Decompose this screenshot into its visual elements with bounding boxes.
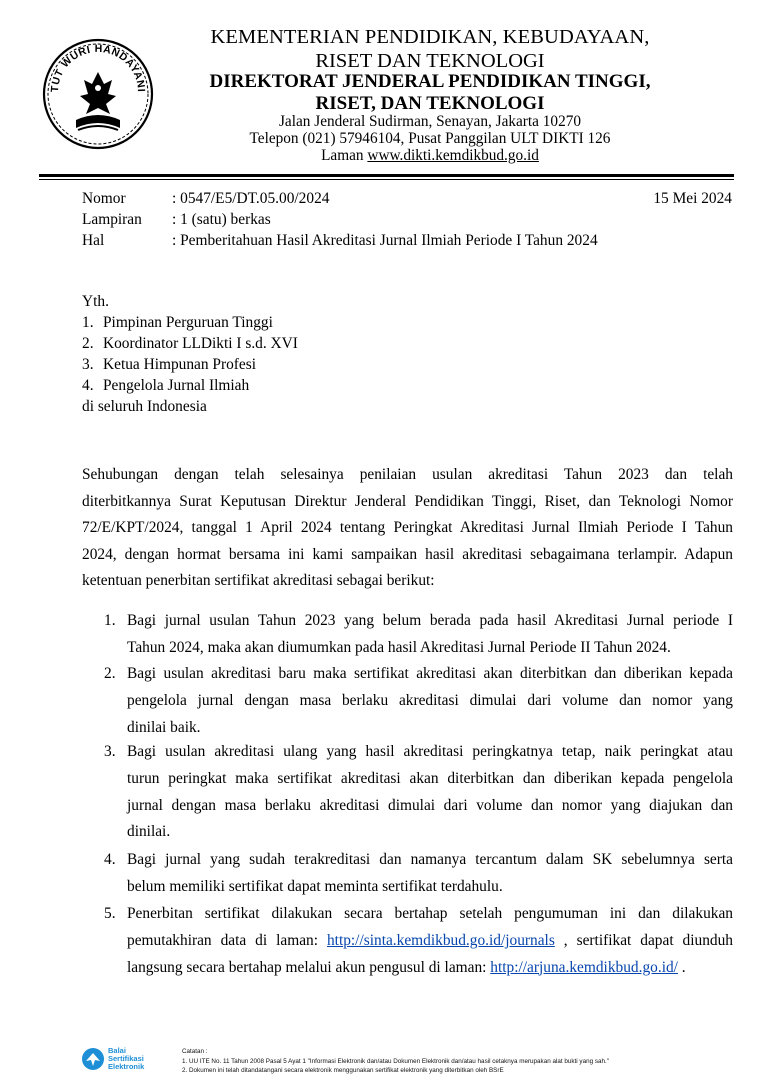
list-line: Bagi usulan akreditasi baru maka sertifikat akreditasi akan diterbitkan dan diberikan kepada bbox=[127, 665, 733, 682]
recipient-number: 1. bbox=[82, 314, 94, 331]
list-line: Penerbitan sertifikat dilakukan secara bertahap setelah pengumuman ini dan dilakukan bbox=[127, 905, 733, 922]
website-line bbox=[160, 147, 700, 165]
list-line: pengelola jurnal dengan masa berlaku akreditasi dimulai dari volume dan nomor yang bbox=[127, 691, 733, 709]
letter-date: 15 Mei 2024 bbox=[653, 190, 732, 207]
lampiran-label: Lampiran bbox=[82, 211, 142, 228]
footer-note-1: 1. UU ITE No. 11 Tahun 2008 Pasal 5 Ayat 1 "Informasi Elektronik dan/atau Dokumen Elektronik dan/atau hasil cetaknya merupakan alat bukti yang sah." bbox=[182, 1058, 609, 1065]
footer-note-2: 2. Dokumen ini telah ditandatangani secara elektronik menggunakan sertifikat elektronik yang diterbitkan oleh BSrE bbox=[182, 1067, 504, 1074]
website-link[interactable]: www.dikti.kemdikbud.go.id bbox=[367, 147, 539, 164]
directorate-name-line1: DIREKTORAT JENDERAL PENDIDIKAN TINGGI, bbox=[209, 71, 651, 92]
paragraph-line: ketentuan penerbitan sertifikat akreditasi sebagai berikut: bbox=[82, 572, 435, 590]
paragraph-line: diterbitkannya Surat Keputusan Direktur Jenderal Pendidikan Tinggi, Riset, dan Teknologi Nomor bbox=[82, 492, 733, 510]
list-number: 2. bbox=[104, 665, 116, 682]
list-text: pemutakhiran data di laman: bbox=[127, 931, 327, 949]
salutation: Yth. bbox=[82, 293, 109, 310]
sinta-journals-link[interactable]: http://sinta.kemdikbud.go.id/journals bbox=[326, 931, 555, 949]
ministry-name-line2: RISET DAN TEKNOLOGI bbox=[315, 50, 545, 72]
list-number: 4. bbox=[104, 851, 116, 868]
svg-text:TUT WURI HANDAYANI: TUT WURI HANDAYANI bbox=[48, 42, 148, 93]
bsre-logo bbox=[80, 1044, 190, 1074]
hal-value: : Pemberitahuan Hasil Akreditasi Jurnal Ilmiah Periode I Tahun 2024 bbox=[172, 232, 598, 249]
list-text: . bbox=[677, 958, 686, 976]
list-line bbox=[127, 928, 733, 955]
list-line: belum memiliki sertifikat dapat meminta sertifikat terdahulu. bbox=[127, 877, 503, 895]
paragraph-line: 72/E/KPT/2024, tanggal 1 April 2024 tentang Peringkat Akreditasi Jurnal Ilmiah Periode I Tahun bbox=[82, 519, 733, 537]
recipient-item: Pimpinan Perguruan Tinggi bbox=[103, 314, 273, 331]
list-line: Bagi usulan akreditasi ulang yang hasil akreditasi peringkatnya tetap, naik peringkat atau bbox=[127, 743, 733, 760]
website-label: Laman bbox=[321, 147, 364, 164]
list-item bbox=[82, 739, 733, 846]
hal-label: Hal bbox=[82, 232, 105, 249]
list-line: turun peringkat maka sertifikat akreditasi akan diterbitkan dan diberikan kepada pengelola bbox=[127, 769, 733, 787]
list-line: dinilai. bbox=[127, 823, 171, 841]
list-line: jurnal dengan masa berlaku akreditasi dimulai dari volume dan nomor yang diajukan dan bbox=[127, 796, 733, 814]
letterhead-rule-thin bbox=[39, 179, 734, 180]
list-text: , sertifikat dapat diunduh bbox=[554, 931, 734, 949]
list-item bbox=[82, 608, 733, 662]
bse-text-2: Sertifikasi bbox=[108, 1054, 144, 1063]
recipient-item: Ketua Himpunan Profesi bbox=[103, 356, 257, 373]
intro-paragraph bbox=[82, 462, 733, 595]
tut-wuri-handayani-logo bbox=[40, 28, 156, 160]
list-line bbox=[127, 955, 733, 982]
directorate-name-line2: RISET, DAN TEKNOLOGI bbox=[315, 93, 545, 114]
recipient-number: 4. bbox=[82, 377, 94, 394]
recipient-item: Pengelola Jurnal Ilmiah bbox=[103, 377, 250, 394]
list-line: Bagi jurnal usulan Tahun 2023 yang belum berada pada hasil Akreditasi Jurnal periode I bbox=[127, 612, 733, 629]
bse-text-1: Balai bbox=[108, 1046, 126, 1055]
bse-text-3: Elektronik bbox=[108, 1062, 145, 1071]
list-line: Tahun 2024, maka akan diumumkan pada hasil Akreditasi Jurnal Periode II Tahun 2024. bbox=[127, 638, 671, 656]
list-item bbox=[82, 661, 733, 741]
paragraph-line: Sehubungan dengan telah selesainya penilaian usulan akreditasi Tahun 2023 dan telah bbox=[82, 466, 733, 483]
ministry-name-line1: KEMENTERIAN PENDIDIKAN, KEBUDAYAAN, bbox=[210, 26, 650, 48]
list-number: 1. bbox=[104, 612, 116, 629]
list-line: dinilai baik. bbox=[127, 718, 201, 736]
address: Jalan Jenderal Sudirman, Senayan, Jakarta 10270 bbox=[278, 113, 582, 130]
list-number: 5. bbox=[104, 905, 116, 922]
phone: Telepon (021) 57946104, Pusat Panggilan ULT DIKTI 126 bbox=[249, 130, 611, 147]
paragraph-line: 2024, dengan hormat bersama ini kami sampaikan hasil akreditasi sebagaimana terlampir. Adapun bbox=[82, 545, 733, 563]
list-item bbox=[82, 901, 733, 981]
list-item bbox=[82, 847, 733, 901]
list-text: langsung secara bertahap melalui akun pengusul di laman: bbox=[127, 958, 491, 976]
recipient-location: di seluruh Indonesia bbox=[82, 398, 207, 415]
list-line: Bagi jurnal yang sudah terakreditasi dan namanya tercantum dalam SK sebelumnya serta bbox=[127, 851, 733, 868]
recipient-item: Koordinator LLDikti I s.d. XVI bbox=[103, 335, 298, 352]
footer-catatan: Catatan : bbox=[182, 1048, 208, 1055]
nomor-label: Nomor bbox=[82, 190, 126, 207]
list-number: 3. bbox=[104, 743, 116, 760]
lampiran-value: : 1 (satu) berkas bbox=[172, 211, 271, 228]
arjuna-link[interactable]: http://arjuna.kemdikbud.go.id/ bbox=[490, 958, 678, 976]
letterhead-rule-thick bbox=[39, 174, 734, 177]
recipient-number: 3. bbox=[82, 356, 94, 373]
recipient-number: 2. bbox=[82, 335, 94, 352]
nomor-value: : 0547/E5/DT.05.00/2024 bbox=[172, 190, 330, 207]
